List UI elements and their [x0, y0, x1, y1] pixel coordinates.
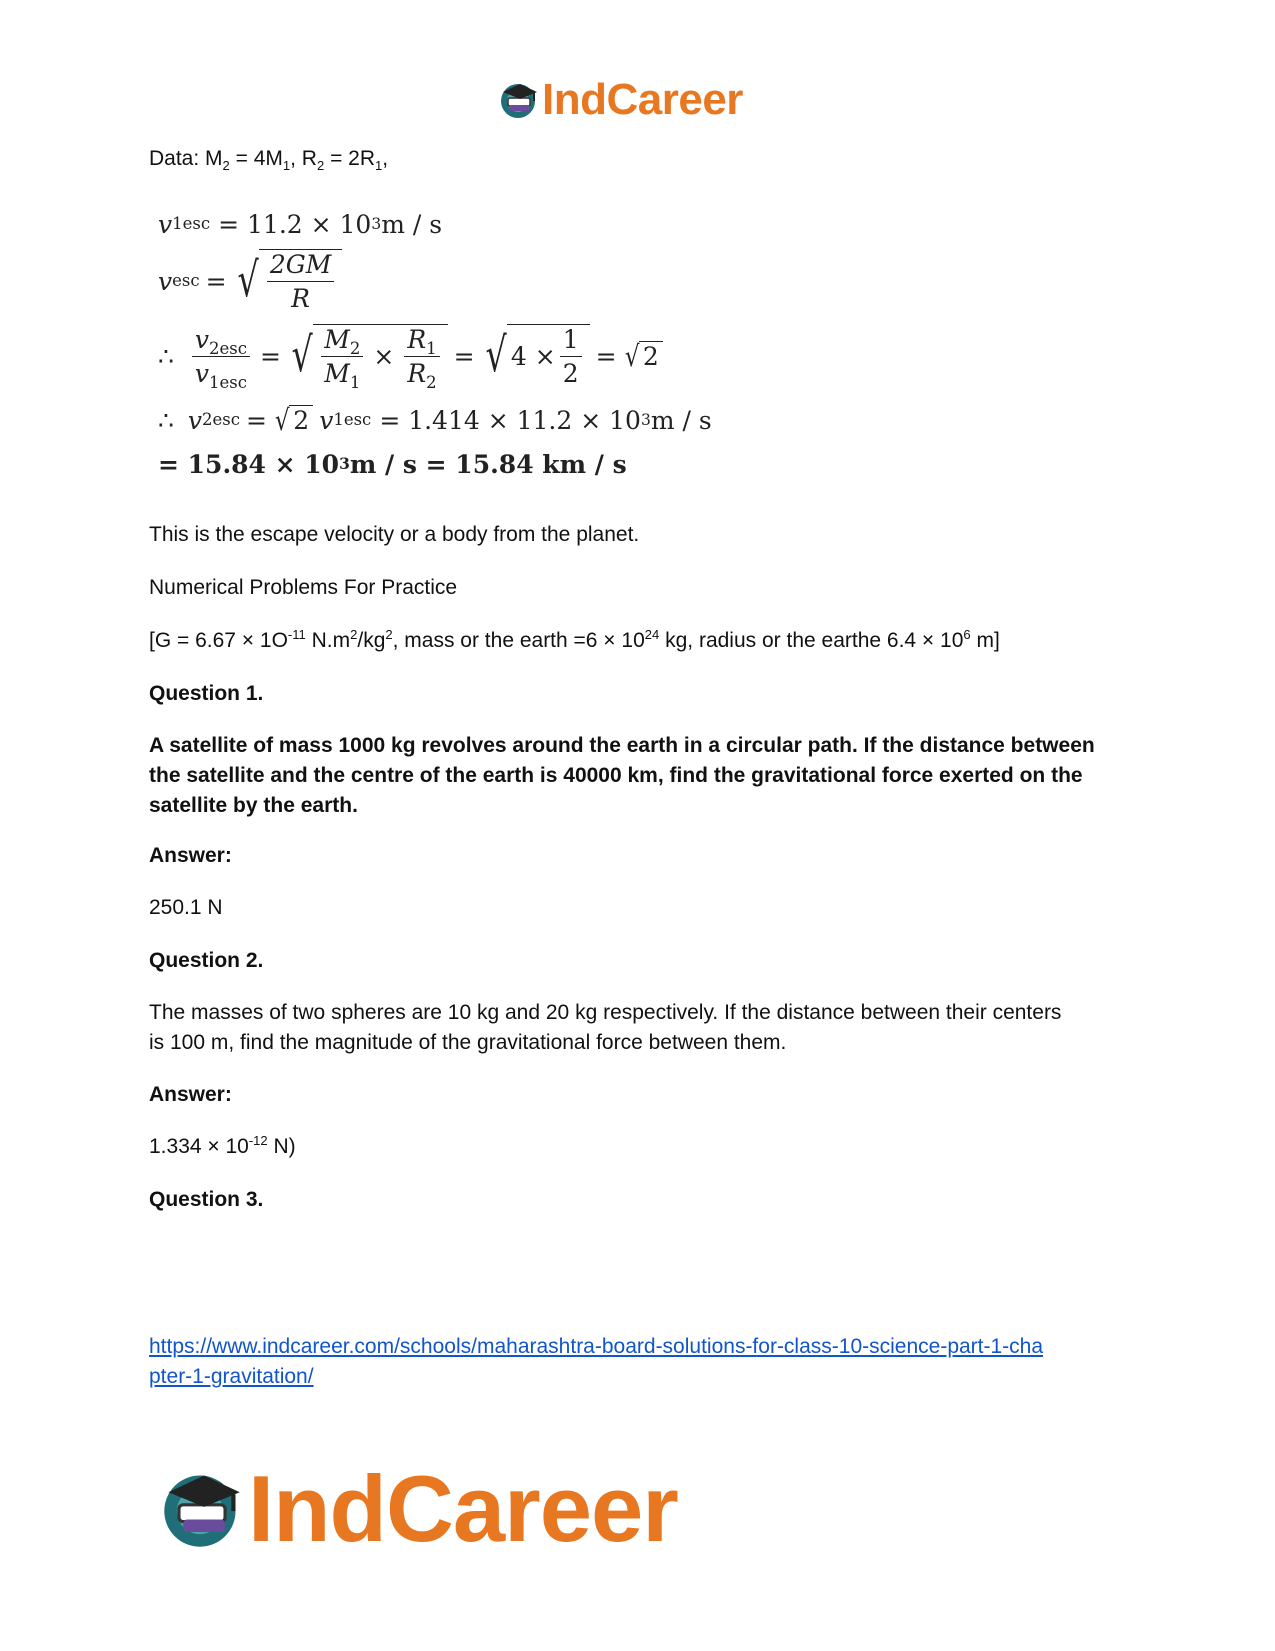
question-1-answer-label: Answer:: [149, 844, 232, 867]
footer-logo: [158, 1456, 678, 1561]
logo-wordmark: IndCareer: [248, 1456, 678, 1561]
equation-line-5: = 15.84 × 10 3 m / s = 15.84 km / s: [158, 449, 627, 479]
practice-heading: Numerical Problems For Practice: [149, 576, 458, 599]
question-1-text: A satellite of mass 1000 kg revolves around the earth in a circular path. If the distance between the satellite and the centre of the earth is 40000 km, find the gravitational force exerted on the satellite by the earth.: [149, 734, 1095, 817]
source-link[interactable]: https://www.indcareer.com/schools/maharashtra-board-solutions-for-class-10-science-part-1-cha pter-1-gravitation/: [149, 1335, 1044, 1388]
escape-velocity-note: This is the escape velocity or a body from the planet.: [149, 523, 640, 546]
question-2-answer-label: Answer:: [149, 1083, 232, 1106]
question-3-label: Question 3.: [149, 1188, 264, 1211]
constants-line: [$G = 6.67 \times 1O^{-11}$ $N.m^2/kg^2$, mass or the earth $=6 \times 10^{24}$ kg, radius or the earthe $6.4 \times 10^6$ m]: [149, 627, 1000, 652]
graduation-globe-icon: [158, 1465, 246, 1553]
escape-velocity-derivation: [158, 202, 712, 484]
header-logo: [498, 75, 743, 124]
equation-line-4: ∴ v 2esc = √ 2 v 1esc = 1.414 × 11.2 × 10 3 m / s: [158, 402, 712, 437]
equation-line-2: v esc = √ $\frac{2GM}{R}$: [158, 246, 712, 316]
graduation-globe-icon: [498, 79, 540, 121]
data-line: Data: $M_2 = 4M_1$, $R_2 = 2R_1$,: [149, 147, 389, 174]
equation-line-1: v 1esc = 11.2 × 10 3 m / s: [158, 209, 443, 239]
question-1-label: Question 1.: [149, 682, 264, 705]
question-1-answer: 250.1 N: [149, 896, 223, 919]
question-2-text: The masses of two spheres are 10 kg and 20 kg respectively. If the distance between their centers is 100 m, find the magnitude of the gravitational force between them.: [149, 1001, 1062, 1054]
source-link-block: [149, 1332, 1129, 1392]
equation-line-3: ∴ $\frac{v_{2esc}}{v_{1esc}}$ = √ $\frac{M_2}{M_1}$ × $\frac{R_1}{R_2}$ = √ 4 × $\frac{1}{2}$ = √ 2: [158, 316, 712, 396]
question-2-answer: $1.334 \times 10^{-12}$ N): [149, 1133, 296, 1158]
question-2-label: Question 2.: [149, 949, 264, 972]
logo-wordmark: IndCareer: [542, 75, 743, 124]
